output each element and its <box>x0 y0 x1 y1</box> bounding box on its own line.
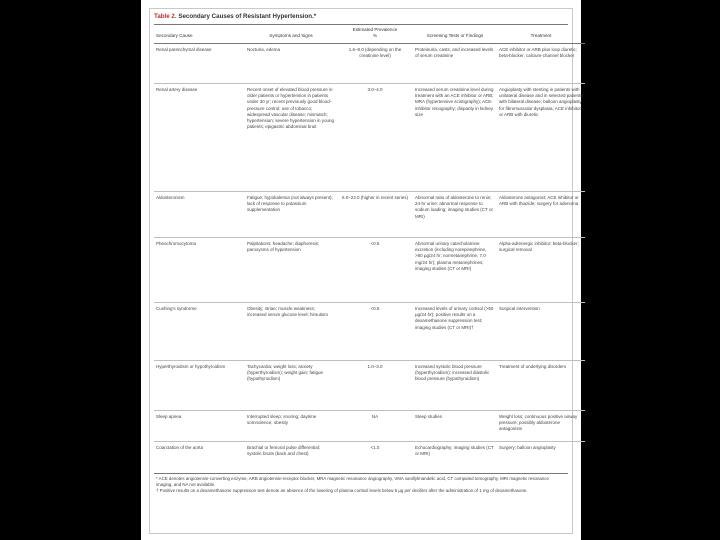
cell-symptoms: Palpitations; headache; diaphoresis; paroxysms of hypertension <box>245 238 337 303</box>
cell-prevalence: 3.0–4.0 <box>337 84 413 192</box>
cell-cause: Sleep apnea <box>154 411 245 442</box>
cell-screening: Sleep studies <box>413 411 497 442</box>
cell-treatment: Treatment of underlying disorders <box>497 361 585 411</box>
header-prevalence-unit: % <box>372 33 378 38</box>
cell-cause: Coarctation of the aorta <box>154 442 245 471</box>
table-frame <box>149 8 583 534</box>
cell-treatment: Aldosterone antagonist; ACE inhibitor or ARB with thiazide; surgery for adenoma <box>497 192 585 238</box>
cell-prevalence: <0.5 <box>337 303 413 361</box>
cell-prevalence: 1.0–3.0 <box>337 361 413 411</box>
table-label: Table 2. <box>154 13 177 20</box>
cell-cause: Pheochromocytoma <box>154 238 245 303</box>
cell-cause: Aldosteronism <box>154 192 245 238</box>
cell-screening: Echocardiography; imaging studies (CT or MRI) <box>413 442 497 471</box>
table-footnotes <box>154 474 568 494</box>
table-title <box>154 13 568 21</box>
cell-cause: Renal parenchymal disease <box>156 47 212 52</box>
cell-symptoms: Tachycardia; weight loss; anxiety (hyperthyroidism); weight gain; fatigue (hypothyroidism) <box>245 361 337 411</box>
document-page <box>141 0 581 540</box>
cell-prevalence: <1.0 <box>337 442 413 471</box>
cell-treatment: Weight loss; continuous positive airway pressure; possibly aldosterone antagonists <box>497 411 585 442</box>
cell-symptoms: Fatigue; hypokalemia (not always present); lack of response to potassium supplementation <box>245 192 337 238</box>
header-screening: Screening Tests or Findings <box>413 25 497 44</box>
cell-cause: Renal artery disease <box>154 84 245 192</box>
cell-treatment: ACE inhibitor or ARB plus loop diuretic; beta-blocker, calcium-channel blocker <box>499 47 578 59</box>
table-header-row <box>154 25 585 44</box>
cell-screening: Abnormal ratio of aldosterone to renin; 24-hr urine; abnormal response to sodium loading; imaging studies (CT or MRI) <box>413 192 497 238</box>
cell-prevalence: 1.6–8.0 (depending on the creatinine level) <box>348 47 402 59</box>
cell-treatment: Surgery; balloon angioplasty <box>497 442 585 471</box>
table-row <box>154 303 585 361</box>
cell-screening: Increased serum creatinine level during treatment with an ACE inhibitor or ARB; MRA (hypertensive scintigraphy); ACE-inhibitor renography; disparity in kidney size <box>413 84 497 192</box>
cell-symptoms: Recent onset of elevated blood pressure in older patients or hypertension in patients under 30 yr; recent previously good blood-pressure control; use of tobacco; widespread vascular disease; mismatch; hypertension; severe hypertension in young patients; epigastric abdominal bruit <box>245 84 337 192</box>
cell-screening: Abnormal urinary catecholamine excretion (including norepinephrine, >80 µg/24 hr; normetanephrine, 7.0 mg/24 hr); plasma metanephrines; imaging studies (CT or MRI) <box>413 238 497 303</box>
cell-prevalence: 6.0–23.0 (higher in recent series) <box>337 192 413 238</box>
cell-symptoms: Brachial or femoral pulse differential; systolic bruits (back and chest) <box>245 442 337 471</box>
header-symptoms: Symptoms and Signs <box>245 25 337 44</box>
cell-symptoms: Nocturia, edema <box>247 47 281 52</box>
table-row <box>154 84 585 192</box>
cell-prevalence: NA <box>337 411 413 442</box>
cell-treatment: Angioplasty with stenting in patients with unilateral disease and in selected patients with bilateral disease; balloon angioplasty for fibromuscular dysplasia; ACE inhibitor or ARB with diuretic <box>497 84 585 192</box>
table-row <box>154 442 585 471</box>
table-title-text: Secondary Causes of Resistant Hypertension.* <box>178 13 317 20</box>
cell-treatment: Alpha-adrenergic inhibitor; beta-blocker; surgical removal <box>497 238 585 303</box>
footnote: † Positive results on a dexamethasone suppression test denote an absence of the lowering of plasma cortisol levels below 5 µg per deciliter after the administration of 1 mg of dexamethasone. <box>156 487 528 493</box>
table-row <box>154 411 585 442</box>
cell-screening: Increased systolic blood pressure (hyperthyroidism); increased diastolic blood pressure (hypothyroidism) <box>413 361 497 411</box>
header-prevalence-label: Estimated Prevalence <box>352 27 398 32</box>
cell-cause: Cushing's syndrome <box>154 303 245 361</box>
cell-screening: Proteinuria, casts, and increased levels of serum creatinine <box>415 47 494 59</box>
header-prevalence <box>337 25 413 44</box>
table-row <box>154 361 585 411</box>
cell-cause: Hyperthyroidism or hypothyroidism <box>154 361 245 411</box>
footnote: * ACE denotes angiotensin-converting enzyme, ARB angiotensin-receptor blocker, MRA magnetic resonance angiography, VMA vanillylmandelic acid, CT computed tomography, MRI magnetic resonance imaging, and NA not available. <box>156 475 549 487</box>
table-row <box>154 238 585 303</box>
header-cause: Secondary Cause <box>154 25 245 44</box>
header-treatment: Treatment <box>497 25 585 44</box>
causes-table <box>154 25 585 471</box>
cell-treatment: Surgical intervention <box>497 303 585 361</box>
table-row <box>154 192 585 238</box>
table-row <box>154 44 585 84</box>
cell-symptoms: Obesity; striae; muscle weakness; increased serum glucose level; hirsutism <box>245 303 337 361</box>
cell-prevalence: <0.5 <box>337 238 413 303</box>
cell-symptoms: Interrupted sleep; snoring; daytime somnolence; obesity <box>245 411 337 442</box>
cell-screening: Increased levels of urinary cortisol (>50 µg/24 hr); positive results on a dexamethasone suppression test; imaging studies (CT or MRI)† <box>413 303 497 361</box>
